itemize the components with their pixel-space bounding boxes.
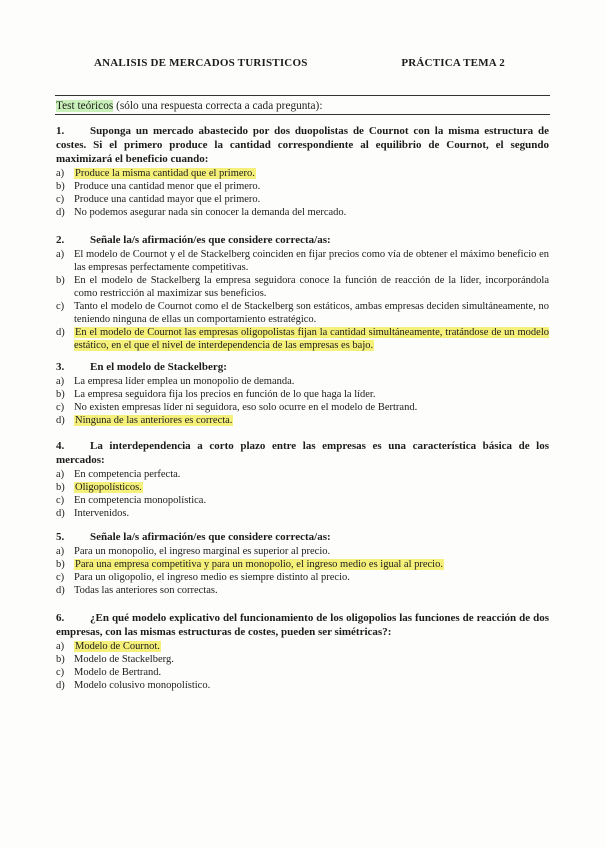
option-c: c) Modelo de Bertrand. [56, 667, 162, 678]
option-c: c) Produce una cantidad mayor que el primero. [56, 194, 261, 205]
option-a: a) Modelo de Cournot. [56, 641, 160, 652]
question-title [56, 530, 549, 544]
option-c: c) No existen empresas líder ni seguidora, eso solo ocurre en el modelo de Bertrand. [56, 402, 418, 413]
option-d: d) En el modelo de Cournot las empresas oligopolistas fijan la cantidad simultáneamente, tratándose de un modelo estático, en el que el nivel de interdependencia de las empresas es bajo. [56, 327, 549, 351]
highlighted-answer: Ninguna de las anteriores es correcta. [75, 415, 233, 426]
option-b: b) Para una empresa competitiva y para un monopolio, el ingreso medio es igual al precio. [56, 559, 443, 570]
option-b: b) Produce una cantidad menor que el primero. [56, 181, 261, 192]
course-title: ANALISIS DE MERCADOS TURISTICOS [94, 57, 308, 69]
question-number: 3. [56, 361, 65, 373]
bottom-rule [55, 114, 550, 115]
question-number: 2. [56, 234, 65, 246]
test-instructions-text: (sólo una respuesta correcta a cada pregunta): [113, 100, 323, 112]
test-instructions [56, 100, 322, 112]
question-title [56, 233, 549, 247]
highlighted-answer: En el modelo de Cournot las empresas oligopolistas fijan la cantidad simultáneamente, tratándose de un modelo estático, en el que el nivel de interdependencia de las empresas es bajo. [74, 327, 549, 351]
question-number: 1. [56, 125, 65, 137]
option-d: d) Intervenidos. [56, 508, 130, 519]
option-b: b) En el modelo de Stackelberg la empresa seguidora conoce la función de reacción de la líder, incorporándola como restricción al maximizar sus beneficios. [56, 275, 549, 299]
option-a: a) Para un monopolio, el ingreso marginal es superior al precio. [56, 546, 331, 557]
option-b: b) La empresa seguidora fija los precios en función de lo que haga la líder. [56, 389, 376, 400]
option-c: c) Tanto el modelo de Cournot como el de Stackelberg son estáticos, ambas empresas deciden simultáneamente, no teniendo ninguna de ellas un comportamiento estratégico. [56, 301, 549, 325]
option-b: b) Modelo de Stackelberg. [56, 654, 174, 665]
option-c: c) En competencia monopolística. [56, 495, 207, 506]
question-text: Suponga un mercado abastecido por dos duopolistas de Cournot con la misma estructura de costes. Si el primero produce la cantidad correspondiente al equilibrio de Cournot, el segundo maximizará el beneficio cuando: [56, 125, 549, 165]
question-3 [56, 360, 549, 427]
option-a: a) En competencia perfecta. [56, 469, 181, 480]
question-title [56, 360, 549, 374]
question-2 [56, 233, 549, 352]
highlighted-answer: Oligopolísticos. [75, 482, 142, 493]
option-d: d) Ninguna de las anteriores es correcta. [56, 415, 233, 426]
option-d: d) Todas las anteriores son correctas. [56, 585, 218, 596]
option-c: c) Para un oligopolio, el ingreso medio es siempre distinto al precio. [56, 572, 350, 583]
option-d: d) Modelo colusivo monopolístico. [56, 680, 211, 691]
option-d: d) No podemos asegurar nada sin conocer la demanda del mercado. [56, 207, 347, 218]
question-5 [56, 530, 549, 597]
question-number: 4. [56, 440, 65, 452]
highlighted-answer: Modelo de Cournot. [75, 641, 160, 652]
question-title [56, 124, 549, 166]
question-text: Señale la/s afirmación/es que considere correcta/as: [90, 234, 331, 246]
question-number: 5. [56, 531, 65, 543]
question-text: En el modelo de Stackelberg: [90, 361, 227, 373]
question-text: Señale la/s afirmación/es que considere correcta/as: [90, 531, 331, 543]
question-1 [56, 124, 549, 219]
question-title [56, 439, 549, 467]
question-6 [56, 611, 549, 692]
question-text: La interdependencia a corto plazo entre las empresas es una característica básica de los mercados: [56, 440, 549, 466]
question-text: ¿En qué modelo explicativo del funcionamiento de los oligopolios las funciones de reacción de dos empresas, con las mismas estructuras de costes, pueden ser simétricas?: [56, 612, 549, 638]
highlighted-answer: Para una empresa competitiva y para un monopolio, el ingreso medio es igual al precio. [75, 559, 443, 570]
question-title [56, 611, 549, 639]
option-a: a) La empresa líder emplea un monopolio de demanda. [56, 376, 295, 387]
option-b: b) Oligopolísticos. [56, 482, 142, 493]
option-a: a) El modelo de Cournot y el de Stackelberg coinciden en fijar precios como vía de obtener el máximo beneficio en las empresas perfectamente competitivas. [56, 249, 549, 273]
question-number: 6. [56, 612, 65, 624]
test-label: Test teóricos [56, 100, 114, 112]
option-a: a) Produce la misma cantidad que el primero. [56, 168, 255, 179]
highlighted-answer: Produce la misma cantidad que el primero. [75, 168, 255, 179]
practice-title: PRÁCTICA TEMA 2 [401, 57, 505, 69]
page-header [94, 57, 505, 69]
question-4 [56, 439, 549, 520]
top-rule [55, 95, 550, 96]
